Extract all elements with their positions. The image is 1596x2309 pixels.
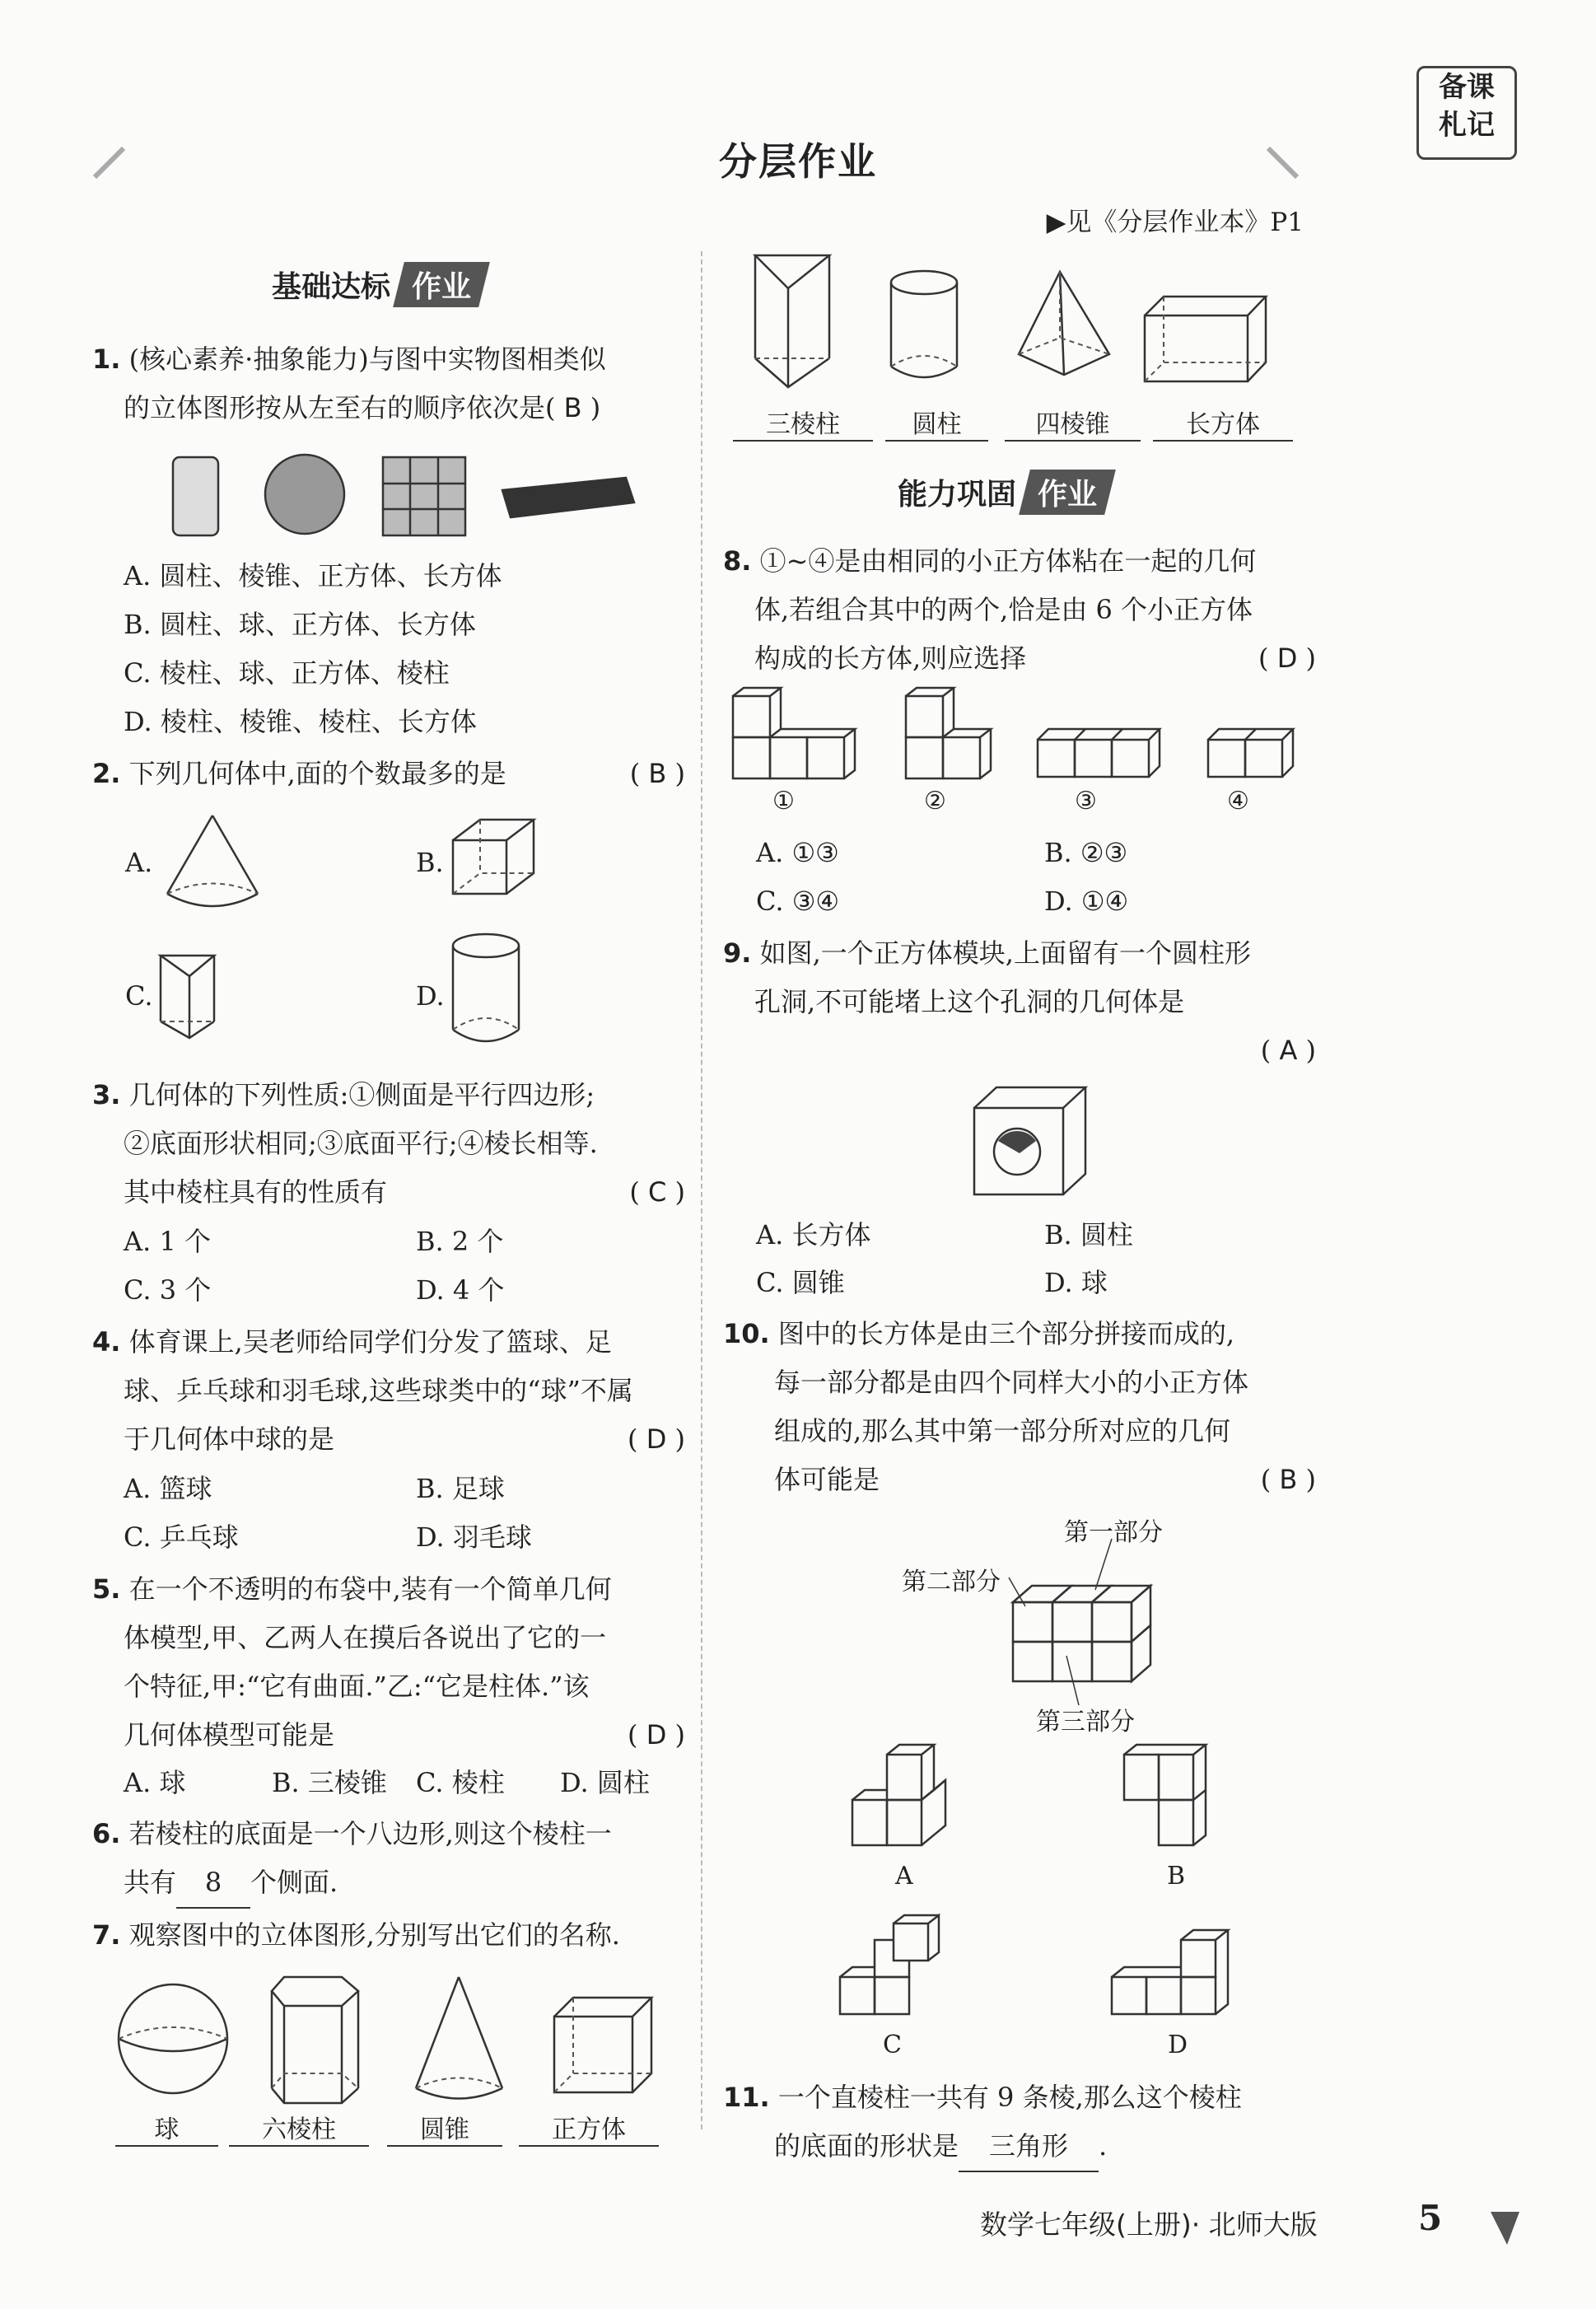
q9-answer: A bbox=[1279, 1035, 1298, 1066]
q7-cube-icon bbox=[550, 1993, 657, 2096]
q3-option-d: D. 4 个 bbox=[416, 1274, 505, 1306]
column-divider bbox=[701, 251, 702, 2129]
q7-label-cube: 正方体 bbox=[519, 2109, 659, 2147]
q8-answer: D bbox=[1276, 643, 1298, 674]
q2-cube-icon bbox=[449, 816, 539, 902]
q2-option-d: D. bbox=[416, 980, 445, 1012]
q5-option-b: B. 三棱锥 bbox=[272, 1767, 387, 1798]
q8-figure-3 bbox=[1034, 725, 1165, 783]
q2-option-c: C. bbox=[125, 980, 153, 1012]
section-basic-tag: 作业 bbox=[393, 262, 490, 307]
q5-option-d: D. 圆柱 bbox=[560, 1767, 650, 1798]
q3-answer: C bbox=[648, 1176, 667, 1208]
q10-answer: B bbox=[1279, 1464, 1298, 1495]
q2-cylinder-icon bbox=[449, 931, 531, 1050]
q8-figure-2 bbox=[902, 692, 1001, 787]
q4-option-c: C. 乒乓球 bbox=[124, 1521, 239, 1553]
section-ability-header bbox=[898, 470, 1110, 515]
footer-deco-icon bbox=[1474, 2204, 1524, 2253]
q8-figure-1-label: ① bbox=[772, 787, 795, 816]
title-deco-right-icon bbox=[1264, 144, 1305, 185]
q1-options bbox=[124, 552, 684, 746]
question-7: 7. 观察图中的立体图形,分别写出它们的名称. bbox=[92, 1919, 620, 1951]
q3-option-a: A. 1 个 bbox=[124, 1226, 211, 1257]
q10-option-b-label: B bbox=[1167, 1862, 1186, 1891]
q11-answer: 三角形 bbox=[959, 2122, 1099, 2172]
q7-label-cuboid: 长方体 bbox=[1153, 404, 1293, 442]
question-1: 1. (核心素养·抽象能力)与图中实物图相类似 的立体图形按从左至右的顺序依次是( B ) bbox=[92, 344, 606, 423]
q7-label-triangular-prism: 三棱柱 bbox=[733, 404, 873, 442]
q7-label-cylinder: 圆柱 bbox=[885, 404, 988, 442]
q7-sphere-icon bbox=[115, 1981, 235, 2101]
q8-figure-1 bbox=[729, 692, 861, 787]
q10-part3-label: 第三部分 bbox=[1036, 1708, 1135, 1736]
question-3: 3. 几何体的下列性质:①侧面是平行四边形; ②底面形状相同;③底面平行;④棱长相等. 其中棱柱具有的性质有 ( C ) bbox=[92, 1079, 685, 1208]
q1-objects-figure bbox=[165, 445, 642, 544]
q10-option-d-label: D bbox=[1168, 2031, 1188, 2059]
question-6: 6. 若棱柱的底面是一个八边形,则这个棱柱一 共有 8 个侧面. bbox=[92, 1810, 685, 1909]
q9-option-c: C. 圆锥 bbox=[756, 1267, 845, 1298]
notes-box-line1: 备课 bbox=[1439, 71, 1495, 104]
q7-label-cone: 圆锥 bbox=[387, 2109, 502, 2147]
q7-cuboid-icon bbox=[1141, 292, 1272, 387]
q8-figure-4-label: ④ bbox=[1227, 787, 1249, 816]
q9-option-d: D. 球 bbox=[1044, 1267, 1108, 1298]
q7-hexagonal-prism-icon bbox=[268, 1973, 366, 2109]
q10-part1-label: 第一部分 bbox=[1064, 1518, 1163, 1547]
question-11: 11. 一个直棱柱一共有 9 条棱,那么这个棱柱 的底面的形状是 三角形 . bbox=[723, 2073, 1316, 2172]
q10-option-b-figure bbox=[1120, 1750, 1235, 1853]
q7-label-sphere: 球 bbox=[115, 2109, 218, 2147]
q10-option-a-figure bbox=[848, 1750, 964, 1853]
q4-option-b: B. 足球 bbox=[416, 1473, 505, 1504]
q7-cylinder-icon bbox=[887, 268, 965, 387]
q5-answer: D bbox=[646, 1719, 667, 1750]
section-ability-name: 能力巩固 bbox=[898, 478, 1017, 512]
notes-box-line2: 札记 bbox=[1439, 109, 1495, 142]
q10-option-a-label: A bbox=[895, 1862, 913, 1891]
section-basic-name: 基础达标 bbox=[272, 270, 391, 304]
q7-square-pyramid-icon bbox=[1015, 268, 1113, 383]
question-4: 4. 体育课上,吴老师给同学们分发了篮球、足 球、乒乓球和羽毛球,这些球类中的“球”不属 于几何体中球的是 ( D ) bbox=[92, 1326, 685, 1455]
section-ability-tag: 作业 bbox=[1019, 470, 1116, 515]
question-8: 8. ①~④是由相同的小正方体粘在一起的几何 体,若组合其中的两个,恰是由 6 个小正方体 构成的长方体,则应选择 ( D ) bbox=[723, 545, 1316, 674]
q7-cone-icon bbox=[412, 1973, 506, 2109]
q1-answer: B bbox=[563, 392, 582, 423]
q2-option-a: A. bbox=[125, 847, 153, 878]
q8-option-a: A. ①③ bbox=[756, 837, 839, 868]
q10-leader-lines bbox=[1005, 1532, 1169, 1713]
q1-option-c: C. 棱柱、球、正方体、棱柱 bbox=[124, 657, 450, 689]
q5-option-a: A. 球 bbox=[124, 1767, 186, 1798]
page-number: 5 bbox=[1418, 2198, 1443, 2238]
workbook-reference: ▶见《分层作业本》P1 bbox=[1046, 208, 1304, 237]
q1-option-a: A. 圆柱、棱锥、正方体、长方体 bbox=[124, 560, 502, 591]
q10-option-c-figure bbox=[836, 1919, 951, 2022]
q7-label-hexagonal-prism: 六棱柱 bbox=[229, 2109, 369, 2147]
q8-option-c: C. ③④ bbox=[756, 886, 840, 917]
q2-answer: B bbox=[648, 758, 667, 789]
q8-figure-2-label: ② bbox=[924, 787, 946, 816]
question-2: 2. 下列几何体中,面的个数最多的是 ( B ) bbox=[92, 758, 685, 789]
q3-option-c: C. 3 个 bbox=[124, 1274, 212, 1306]
q8-option-d: D. ①④ bbox=[1044, 886, 1129, 917]
q1-option-d: D. 棱柱、棱锥、棱柱、长方体 bbox=[124, 706, 477, 737]
q8-figure-4 bbox=[1204, 725, 1303, 783]
q7-label-square-pyramid: 四棱锥 bbox=[1005, 404, 1141, 442]
q10-option-d-figure bbox=[1108, 1919, 1248, 2022]
section-basic-header bbox=[272, 262, 484, 307]
q3-option-b: B. 2 个 bbox=[416, 1226, 504, 1257]
q2-triangular-prism-icon bbox=[156, 951, 239, 1042]
notes-box bbox=[1416, 66, 1517, 160]
q6-answer: 8 bbox=[176, 1858, 250, 1909]
q4-answer: D bbox=[646, 1423, 667, 1455]
footer-book-title: 数学七年级(上册)· 北师大版 bbox=[980, 2209, 1318, 2241]
q10-option-c-label: C bbox=[883, 2031, 902, 2059]
page-title: 分层作业 bbox=[719, 139, 877, 184]
q4-option-a: A. 篮球 bbox=[124, 1473, 212, 1504]
q2-cone-icon bbox=[163, 811, 262, 914]
q4-option-d: D. 羽毛球 bbox=[416, 1521, 532, 1553]
q9-option-a: A. 长方体 bbox=[756, 1219, 871, 1250]
question-9: 9. 如图,一个正方体模块,上面留有一个圆柱形 孔洞,不可能堵上这个孔洞的几何体是 ( A ) bbox=[723, 937, 1316, 1066]
q8-figure-3-label: ③ bbox=[1075, 787, 1097, 816]
q9-option-b: B. 圆柱 bbox=[1044, 1219, 1133, 1250]
q7-triangular-prism-icon bbox=[751, 251, 842, 391]
q9-cube-with-hole-icon bbox=[970, 1083, 1090, 1199]
title-deco-left-icon bbox=[91, 144, 132, 185]
q2-option-b: B. bbox=[416, 847, 444, 878]
q8-option-b: B. ②③ bbox=[1044, 837, 1128, 868]
q5-option-c: C. 棱柱 bbox=[416, 1767, 505, 1798]
q1-option-b: B. 圆柱、球、正方体、长方体 bbox=[124, 609, 476, 640]
question-5: 5. 在一个不透明的布袋中,装有一个简单几何 体模型,甲、乙两人在摸后各说出了它的一 个特征,甲:“它有曲面.”乙:“它是柱体.”该 几何体模型可能是 ( D ) bbox=[92, 1573, 685, 1750]
q10-part2-label: 第二部分 bbox=[902, 1568, 1001, 1596]
question-10: 10. 图中的长方体是由三个部分拼接而成的, 每一部分都是由四个同样大小的小正方体 组成的,那么其中第一部分所对应的几何 体可能是 ( B ) bbox=[723, 1318, 1316, 1495]
